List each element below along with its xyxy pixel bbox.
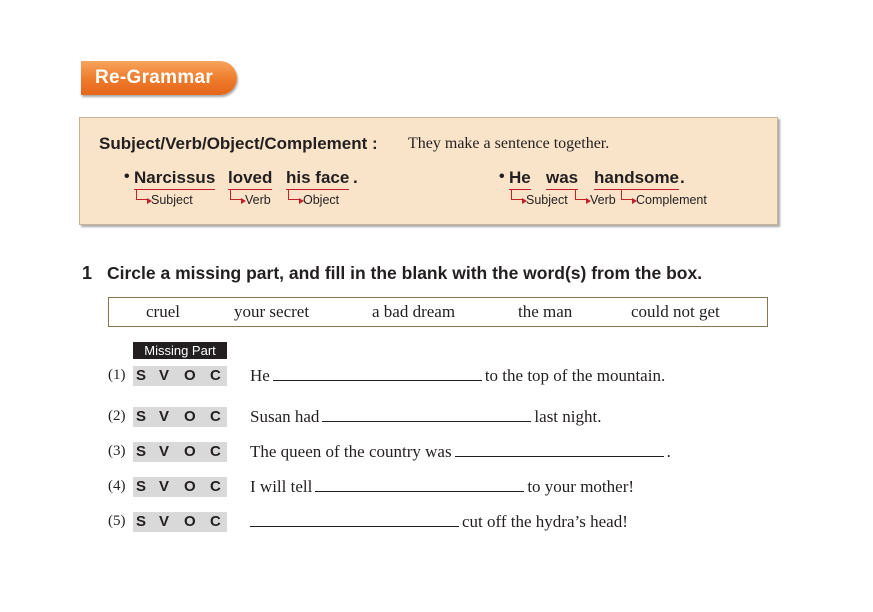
option-c[interactable]: C xyxy=(210,408,221,425)
sentence-before: He xyxy=(250,366,270,385)
answer-blank[interactable] xyxy=(315,477,524,492)
item-number: (4) xyxy=(108,478,126,494)
sentence-after: last night. xyxy=(534,407,602,426)
example-word-object: his face xyxy=(286,168,349,190)
question-instruction: Circle a missing part, and fill in the blank with the word(s) from the box. xyxy=(107,263,703,283)
answer-blank[interactable] xyxy=(322,407,531,422)
sentence-after: to your mother! xyxy=(527,477,635,496)
arrow-icon xyxy=(136,190,148,200)
example-word-subject: Narcissus xyxy=(134,168,215,190)
example-word-verb: was xyxy=(546,168,578,190)
option-s[interactable]: S xyxy=(136,367,147,384)
info-title: Subject/Verb/Object/Complement : xyxy=(99,134,378,153)
answer-blank[interactable] xyxy=(455,442,664,457)
item-sentence xyxy=(250,512,628,532)
example-word-verb: loved xyxy=(228,168,272,190)
option-s[interactable]: S xyxy=(136,443,147,460)
option-o[interactable]: O xyxy=(184,443,196,460)
word-box-item: your secret xyxy=(234,302,310,321)
word-box-item: the man xyxy=(518,302,573,321)
word-box-item: a bad dream xyxy=(372,302,456,321)
arrow-icon xyxy=(511,190,523,200)
word-box-item: cruel xyxy=(146,302,180,321)
option-s[interactable]: S xyxy=(136,478,147,495)
item-number: (3) xyxy=(108,443,126,459)
info-description: They make a sentence together. xyxy=(408,135,610,152)
example-period: . xyxy=(680,168,685,187)
bullet-icon: • xyxy=(499,168,505,185)
label-verb: Verb xyxy=(575,190,616,208)
svoc-options xyxy=(133,477,227,497)
label-object: Object xyxy=(288,190,339,208)
item-number: (2) xyxy=(108,408,126,424)
answer-blank[interactable] xyxy=(273,366,482,381)
example-word-complement: handsome xyxy=(594,168,679,190)
option-v[interactable]: V xyxy=(159,443,170,460)
sentence-before: Susan had xyxy=(250,407,320,426)
label-subject: Subject xyxy=(136,190,193,208)
option-c[interactable]: C xyxy=(210,513,221,530)
label-complement: Complement xyxy=(621,190,707,208)
sentence-after: cut off the hydra’s head! xyxy=(462,512,628,531)
bullet-icon: • xyxy=(124,168,130,185)
arrow-icon xyxy=(288,190,300,200)
svoc-options xyxy=(133,442,227,462)
sentence-after: to the top of the mountain. xyxy=(484,366,666,385)
option-o[interactable]: O xyxy=(184,367,196,384)
option-o[interactable]: O xyxy=(184,478,196,495)
sentence-before: The queen of the country was xyxy=(250,442,452,461)
arrow-icon xyxy=(230,190,242,200)
option-o[interactable]: O xyxy=(184,408,196,425)
sentence-before: I will tell xyxy=(250,477,313,496)
item-number: (1) xyxy=(108,367,126,383)
grammar-info-box xyxy=(79,117,778,225)
label-verb: Verb xyxy=(230,190,271,208)
arrow-icon xyxy=(621,190,633,200)
item-sentence xyxy=(250,477,634,497)
missing-part-label: Missing Part xyxy=(133,342,227,359)
example-period: . xyxy=(353,168,358,187)
answer-blank[interactable] xyxy=(250,512,459,527)
section-badge: Re-Grammar xyxy=(81,61,237,95)
example-word-subject: He xyxy=(509,168,531,190)
arrow-icon xyxy=(575,190,587,200)
option-v[interactable]: V xyxy=(159,408,170,425)
svoc-options xyxy=(133,407,227,427)
option-v[interactable]: V xyxy=(159,478,170,495)
word-box xyxy=(108,297,768,327)
option-c[interactable]: C xyxy=(210,443,221,460)
item-number: (5) xyxy=(108,513,126,529)
option-o[interactable]: O xyxy=(184,513,196,530)
sentence-after: . xyxy=(666,442,671,461)
item-sentence xyxy=(250,366,665,386)
svoc-options xyxy=(133,366,227,386)
svoc-options xyxy=(133,512,227,532)
option-c[interactable]: C xyxy=(210,478,221,495)
item-sentence xyxy=(250,442,671,462)
word-box-item: could not get xyxy=(631,302,720,321)
option-v[interactable]: V xyxy=(159,513,170,530)
label-subject: Subject xyxy=(511,190,568,208)
question-number: 1 xyxy=(82,263,93,283)
item-sentence xyxy=(250,407,601,427)
option-c[interactable]: C xyxy=(210,367,221,384)
option-s[interactable]: S xyxy=(136,408,147,425)
option-s[interactable]: S xyxy=(136,513,147,530)
option-v[interactable]: V xyxy=(159,367,170,384)
